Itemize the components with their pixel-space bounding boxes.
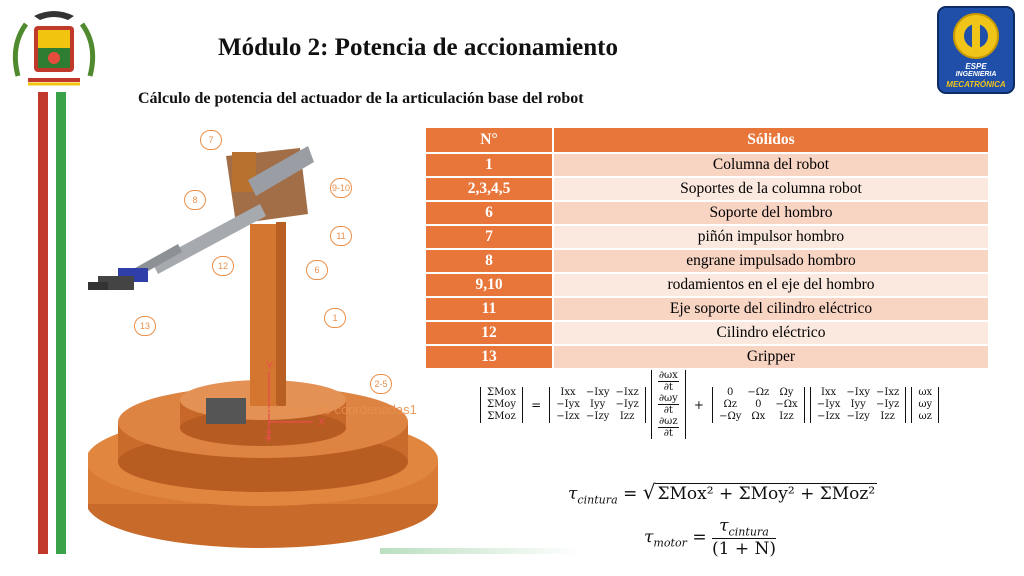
row-solid: piñón impulsor hombro	[553, 225, 989, 249]
omega-cell: ωy	[918, 398, 933, 410]
table-row	[425, 249, 989, 273]
omega-skew-cell: Ωx	[751, 410, 766, 422]
moment-cell: ΣMoz	[487, 410, 516, 422]
table-header-row	[425, 127, 989, 153]
inertia-cell: −Izy	[586, 410, 610, 422]
axis-y-label: Y	[266, 360, 274, 372]
inertia-2-cell: −Iyz	[876, 398, 900, 410]
table-row	[425, 153, 989, 177]
inertia-cell: −Izx	[556, 410, 580, 422]
table-row	[425, 177, 989, 201]
row-solid: Soportes de la columna robot	[553, 177, 989, 201]
header-solidos: Sólidos	[553, 127, 989, 153]
row-number: 12	[425, 321, 553, 345]
page-title: Módulo 2: Potencia de accionamiento	[218, 34, 618, 61]
row-number: 2,3,4,5	[425, 177, 553, 201]
table-row	[425, 273, 989, 297]
inertia-cell: Iyy	[590, 398, 606, 410]
inertia-matrix	[549, 387, 646, 423]
espe-logo-text: ESPE	[965, 62, 987, 71]
derivative-numerator: ∂ωz	[659, 416, 678, 427]
row-number: 7	[425, 225, 553, 249]
solids-table	[424, 126, 990, 370]
callout-label: 9-10	[330, 178, 352, 198]
omega-skew-cell: 0	[755, 398, 762, 410]
row-solid: Gripper	[553, 345, 989, 369]
callout-label: 2-5	[370, 374, 392, 394]
tau-symbol: τ	[568, 484, 578, 504]
motor-subscript: motor	[653, 536, 687, 550]
callout-label: 13	[134, 316, 156, 336]
inertia-2-cell: −Ixz	[876, 386, 900, 398]
omega-cell: ωz	[918, 410, 932, 422]
green-stripe	[56, 92, 66, 554]
row-number: 6	[425, 201, 553, 225]
table-row	[425, 297, 989, 321]
denominator: (1 + N)	[711, 539, 776, 560]
derivative-denominator: ∂t	[663, 405, 673, 416]
callout-label: 7	[200, 130, 222, 150]
university-crest-logo	[8, 6, 100, 92]
omega-skew-cell: −Ωz	[747, 386, 770, 398]
cintura-subscript: cintura	[577, 493, 618, 507]
moment-vector	[480, 387, 523, 423]
row-number: 13	[425, 345, 553, 369]
inertia-2-cell: −Izx	[816, 410, 841, 422]
omega-skew-cell: Ωy	[779, 386, 794, 398]
derivative-denominator: ∂t	[663, 428, 673, 439]
omega-skew-cell: Ωz	[723, 398, 737, 410]
ingenieria-logo-text: INGENIERIA	[955, 71, 997, 78]
tau-num-symbol: τ	[719, 516, 729, 536]
inertia-2-cell: Ixx	[820, 386, 837, 398]
angular-acceleration-vector	[651, 370, 686, 439]
header-number: N°	[425, 127, 553, 153]
inertia-2-cell: −Izy	[846, 410, 870, 422]
inertia-matrix-2	[810, 387, 907, 423]
red-stripe	[38, 92, 48, 554]
derivative-numerator: ∂ωx	[658, 370, 678, 381]
table-row	[425, 225, 989, 249]
row-number: 11	[425, 297, 553, 321]
callout-label: 1	[324, 308, 346, 328]
omega-vector	[911, 387, 939, 423]
omega-skew-matrix	[712, 387, 805, 423]
row-number: 1	[425, 153, 553, 177]
omega-skew-cell: −Ωx	[775, 398, 798, 410]
cintura-num-subscript: cintura	[728, 525, 769, 539]
table-row	[425, 345, 989, 369]
table-row	[425, 201, 989, 225]
row-solid: Cilindro eléctrico	[553, 321, 989, 345]
callout-label: 12	[212, 256, 234, 276]
robot-cad-figure	[88, 122, 460, 560]
angular-acceleration-cell	[655, 370, 682, 393]
espe-mecatronica-logo	[937, 6, 1015, 94]
row-solid: Columna del robot	[553, 153, 989, 177]
row-number: 9,10	[425, 273, 553, 297]
angular-acceleration-cell	[655, 393, 682, 416]
omega-skew-cell: 0	[727, 386, 734, 398]
dynamics-equation	[480, 370, 939, 439]
tau-motor-symbol: τ	[644, 527, 654, 548]
row-number: 8	[425, 249, 553, 273]
inertia-cell: −Iyx	[556, 398, 580, 410]
row-solid: engrane impulsado hombro	[553, 249, 989, 273]
mecatronica-logo-text: MECATRÓNICA	[946, 80, 1006, 89]
plus-sign: +	[693, 397, 704, 412]
coordinate-frame-label: sistema de coordenadas1	[268, 402, 417, 417]
sqrt-body: ΣMox² + ΣMoy² + ΣMoz²	[657, 484, 876, 504]
inertia-cell: Izz	[619, 410, 635, 422]
inertia-2-cell: Izz	[880, 410, 895, 422]
row-solid: Eje soporte del cilindro eléctrico	[553, 297, 989, 321]
callout-label: 11	[330, 226, 352, 246]
table-row	[425, 321, 989, 345]
row-solid: Soporte del hombro	[553, 201, 989, 225]
moment-cell: ΣMoy	[487, 398, 516, 410]
inertia-cell: −Ixz	[615, 386, 639, 398]
tau-cintura-formula: $\tau_{cintura}$ = √ ΣMox² + ΣMoy² + ΣMoz²	[568, 480, 876, 507]
omega-skew-cell: −Ωy	[719, 410, 742, 422]
omega-skew-cell: Izz	[779, 410, 794, 422]
axis-x-label: X	[318, 416, 326, 428]
white-stripe	[48, 92, 56, 554]
moment-cell: ΣMox	[487, 386, 516, 398]
row-solid: rodamientos en el eje del hombro	[553, 273, 989, 297]
inertia-cell: −Ixy	[585, 386, 610, 398]
equals-sign: =	[531, 397, 542, 412]
omega-cell: ωx	[918, 386, 933, 398]
inertia-2-cell: −Iyx	[816, 398, 841, 410]
inertia-cell: Ixx	[560, 386, 576, 398]
angular-acceleration-cell	[655, 416, 682, 439]
callout-label: 6	[306, 260, 328, 280]
callout-label: 8	[184, 190, 206, 210]
derivative-denominator: ∂t	[663, 382, 673, 393]
inertia-2-cell: Iyy	[850, 398, 866, 410]
derivative-numerator: ∂ωy	[658, 393, 678, 404]
axis-z-label: Z	[265, 430, 272, 442]
inertia-cell: −Iyz	[615, 398, 639, 410]
inertia-2-cell: −Ixy	[846, 386, 870, 398]
page-subtitle: Cálculo de potencia del actuador de la articulación base del robot	[138, 90, 584, 107]
tau-motor-formula: $\tau_{motor}$ = $\tau_{cintura}$ (1 + N)	[644, 516, 776, 560]
